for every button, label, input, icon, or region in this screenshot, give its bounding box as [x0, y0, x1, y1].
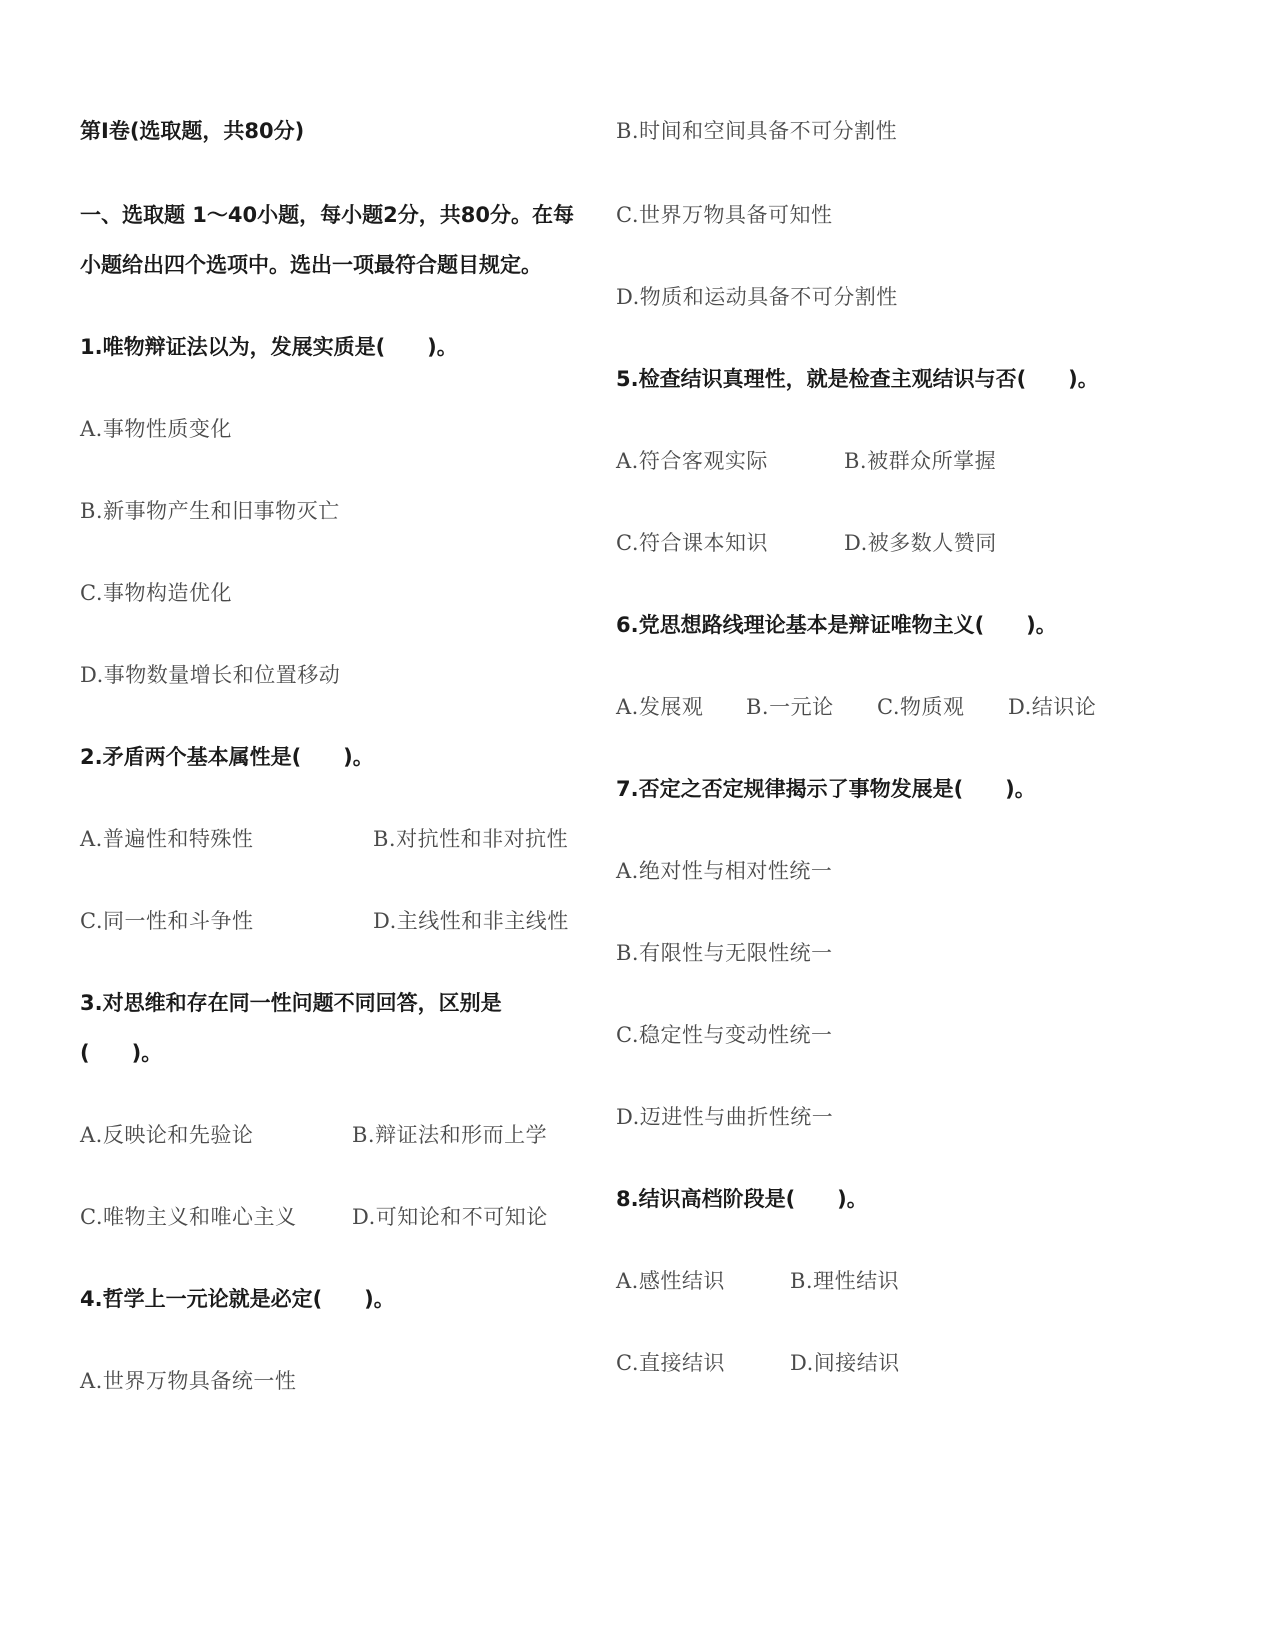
q4-option-a: A.世界万物具备统一性 — [80, 1369, 297, 1393]
q1-option-d: D.事物数量增长和位置移动 — [80, 663, 341, 687]
q6-option-d: D.结识论 — [1008, 695, 1097, 719]
instructions-line-1: 一、选取题 1～40小题，每小题2分，共80分。在每 — [80, 203, 574, 227]
q2-option-b: B.对抗性和非对抗性 — [373, 827, 569, 851]
q4-option-c: C.世界万物具备可知性 — [616, 203, 833, 227]
q1-option-c: C.事物构造优化 — [80, 581, 232, 605]
q7-option-c: C.稳定性与变动性统一 — [616, 1023, 833, 1047]
q2-option-d: D.主线性和非主线性 — [373, 909, 569, 933]
q2-stem: 2.矛盾两个基本属性是( )。 — [80, 745, 374, 769]
q3-stem-line-1: 3.对思维和存在同一性问题不同回答，区别是 — [80, 991, 502, 1015]
q5-option-b: B.被群众所掌握 — [844, 449, 997, 473]
section-title: 第Ⅰ卷(选取题，共80分) — [80, 119, 305, 143]
q3-option-b: B.辩证法和形而上学 — [352, 1123, 548, 1147]
q5-option-d: D.被多数人赞同 — [844, 531, 997, 555]
q8-stem: 8.结识高档阶段是( )。 — [616, 1187, 868, 1211]
q6-stem: 6.党思想路线理论基本是辩证唯物主义( )。 — [616, 613, 1057, 637]
q7-option-b: B.有限性与无限性统一 — [616, 941, 833, 965]
instructions-line-2: 小题给出四个选项中。选出一项最符合题目规定。 — [80, 253, 542, 277]
q7-option-d: D.迈进性与曲折性统一 — [616, 1105, 834, 1129]
q5-option-c: C.符合课本知识 — [616, 531, 768, 555]
q6-option-c: C.物质观 — [877, 695, 965, 719]
q6-option-b: B.一元论 — [746, 695, 834, 719]
q4-stem: 4.哲学上一元论就是必定( )。 — [80, 1287, 395, 1311]
q2-option-c: C.同一性和斗争性 — [80, 909, 254, 933]
q1-option-a: A.事物性质变化 — [80, 417, 232, 441]
q8-option-b: B.理性结识 — [790, 1269, 900, 1293]
q1-option-b: B.新事物产生和旧事物灭亡 — [80, 499, 340, 523]
q7-option-a: A.绝对性与相对性统一 — [616, 859, 833, 883]
q6-option-a: A.发展观 — [616, 695, 704, 719]
q7-stem: 7.否定之否定规律揭示了事物发展是( )。 — [616, 777, 1036, 801]
q5-stem: 5.检查结识真理性，就是检查主观结识与否( )。 — [616, 367, 1099, 391]
q8-option-c: C.直接结识 — [616, 1351, 725, 1375]
q4-option-d: D.物质和运动具备不可分割性 — [616, 285, 898, 309]
q3-option-d: D.可知论和不可知论 — [352, 1205, 548, 1229]
q1-stem: 1.唯物辩证法以为，发展实质是( )。 — [80, 335, 458, 359]
q5-option-a: A.符合客观实际 — [616, 449, 768, 473]
q8-option-a: A.感性结识 — [616, 1269, 725, 1293]
q8-option-d: D.间接结识 — [790, 1351, 900, 1375]
q3-option-c: C.唯物主义和唯心主义 — [80, 1205, 297, 1229]
q3-option-a: A.反映论和先验论 — [80, 1123, 254, 1147]
q2-option-a: A.普遍性和特殊性 — [80, 827, 254, 851]
q3-stem-line-2: ( )。 — [80, 1041, 163, 1065]
q4-option-b: B.时间和空间具备不可分割性 — [616, 119, 898, 143]
